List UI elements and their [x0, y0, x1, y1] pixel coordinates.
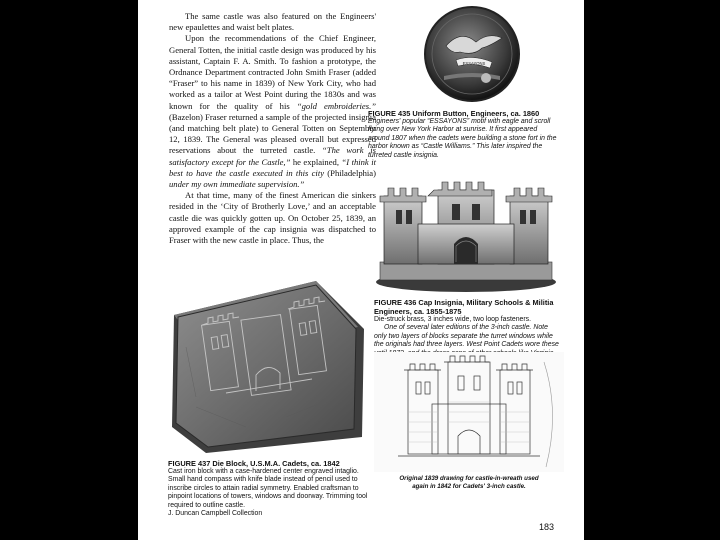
figure-437-caption — [168, 459, 368, 518]
figure-435-title: FIGURE 435 Uniform Button, Engineers, ca. 1860 — [368, 109, 540, 118]
die-block-photo — [166, 277, 370, 457]
figure-435-text: Engineers' popular “ESSAYONS” motif with eagle and scroll flying over New York Harbor at sunrise. It first appeared around 1807 when the cadets were building a stone fort in the harbor known as “Castle Williams.” This later inspired the turreted castle insignia. — [368, 118, 557, 159]
figure-435-caption — [368, 109, 558, 160]
book-page — [138, 0, 584, 540]
svg-text:ESSAYONS: ESSAYONS — [462, 61, 486, 66]
figure-437-text: Cast iron block with a case-hardened center engraved intaglio. Small hand compass with knife blade instead of pencil used to inscribe circles to attain radial symmetry. Enabled craftsman to pinpoint locations of towers, windows and doorway. Trimming tool required to outline castle. — [168, 468, 368, 509]
body-text — [169, 11, 376, 246]
figure-437-credit: J. Duncan Campbell Collection — [168, 510, 263, 518]
figure-436-title: FIGURE 436 Cap Insignia, Military Schools & Militia Engineers, ca. 1855-1875 — [374, 298, 554, 316]
cap-insignia-photo — [374, 166, 558, 294]
figure-437-title: FIGURE 437 Die Block, U.S.M.A. Cadets, ca. 1842 — [168, 459, 340, 468]
paragraph-3: At that time, many of the finest American die sinkers resided in the ‘City of Brotherly Love,’ and an acceptable castle die was quickly gotten up. On October 25, 1839, an approved example of the cap insignia was dispatched to Fraser with the new castle in place. Thus, the — [169, 190, 376, 246]
uniform-button-photo — [416, 4, 528, 104]
drawing-caption — [394, 475, 544, 490]
drawing-caption-text: Original 1839 drawing for castle-in-wreath used again in 1842 for Cadets' 3-inch castle. — [399, 475, 539, 490]
page-number: 183 — [538, 522, 554, 532]
figure-436-line1: Die-struck brass, 3 inches wide, two loop fasteners. — [374, 316, 532, 323]
figure-436-text: One of several later editions of the 3-inch castle. Note only two layers of blocks separate the turret windows while the originals had three layers. West Point Cadets wore these — [374, 324, 559, 349]
paragraph-1: The same castle was also featured on the Engineers' new epaulettes and waist belt plates. — [169, 11, 376, 33]
paragraph-2: Upon the recommendations of the Chief Engineer, General Totten, the initial castle design was produced by his assistant, Captain F. A. Smith. To fashion a prototype, the Ordnance Department contracted John Smith Fraser (added “Fraser” to his name in 1839) of New York City, who had worked as a tailor at West Point during the 1830s and was known for the quality of his “gold embroideries.” (Bazelon) Fraser returned a sample of the projected insignia (and matching belt plate) to General Totten on September 12, 1839. The General was pleased overall but expressed reservations about the turreted castle. “The work is satisfactory except for the Castle,” he explained, “I think it best to have the castle executed in this city (Philadelphia) under my own immediate supervision.” — [169, 33, 377, 190]
original-drawing — [374, 352, 564, 472]
